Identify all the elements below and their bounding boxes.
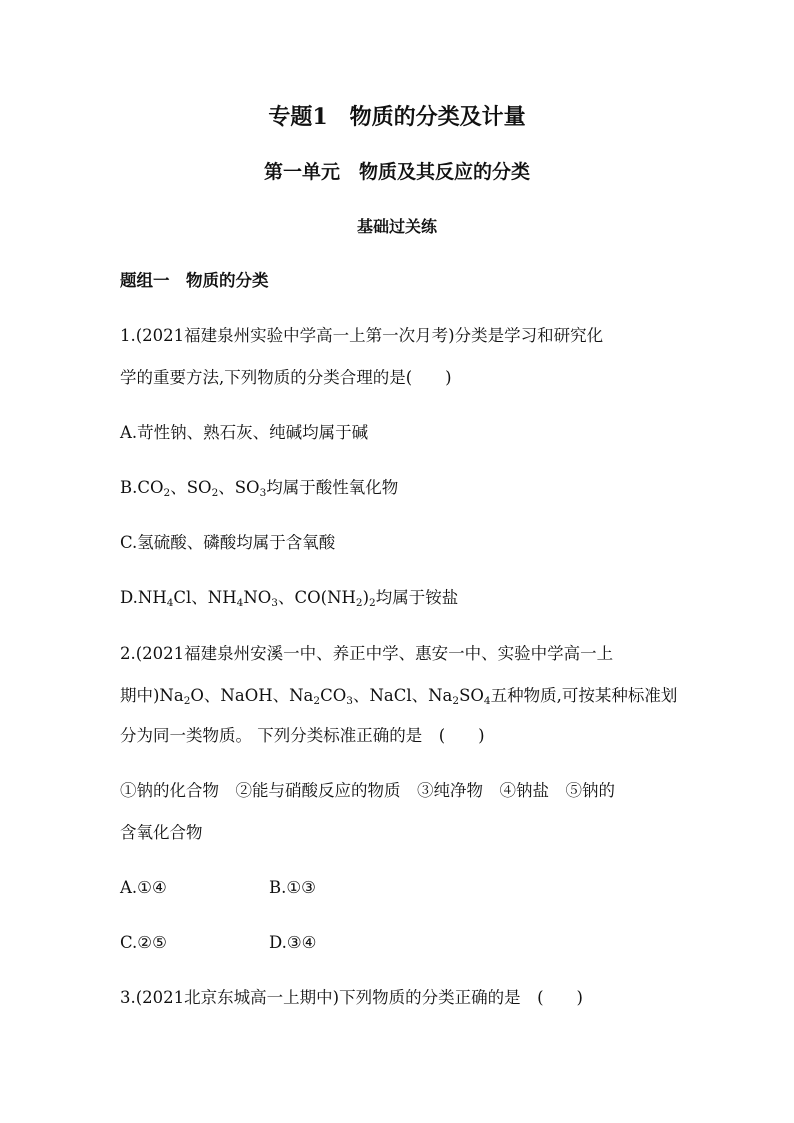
q3-stem-line1: 3.(2021北京东城高一上期中)下列物质的分类正确的是 ( ) xyxy=(120,988,583,1007)
section-title: 基础过关练 xyxy=(356,217,437,236)
q2-stem-line1: 2.(2021福建泉州安溪一中、养正中学、惠安一中、实验中学高一上 xyxy=(120,644,614,663)
group-title: 题组一 物质的分类 xyxy=(120,271,269,290)
q2-criteria-line2: 含氧化合物 xyxy=(120,823,203,842)
q2-option-a: A.①④ xyxy=(120,878,167,897)
q1-option-d: $D.NH_4Cl$、$NH_4NO_3$、$CO(NH_2)_2$均属于铵盐 xyxy=(120,588,459,609)
q1-option-c: C.氢硫酸、磷酸均属于含氧酸 xyxy=(120,533,336,552)
unit-title: 第一单元 物质及其反应的分类 xyxy=(263,161,530,183)
q2-criteria-line1: ①钠的化合物 ②能与硝酸反应的物质 ③纯净物 ④钠盐 ⑤钠的 xyxy=(120,781,615,800)
q2-option-c: C.②⑤ xyxy=(120,933,167,952)
q2-option-b: B.①③ xyxy=(269,878,316,897)
q2-stem-line2: 期中)$Na_2O$、NaOH、$Na_2CO_3$、NaCl、$Na_2SO_4$五种物质,可按某种标准划 xyxy=(120,686,678,707)
q1-option-b: $B.CO_2$、$SO_2$、$SO_3$均属于酸性氧化物 xyxy=(120,478,399,499)
q2-option-d: D.③④ xyxy=(269,933,317,952)
q2-stem-line3: 分为同一类物质。 下列分类标准正确的是 ( ) xyxy=(120,726,485,745)
q1-stem-line1: 1.(2021福建泉州实验中学高一上第一次月考)分类是学习和研究化 xyxy=(120,326,604,345)
q1-option-a: A.苛性钠、熟石灰、纯碱均属于碱 xyxy=(120,423,369,442)
q1-stem-line2: 学的重要方法,下列物质的分类合理的是( ) xyxy=(120,368,452,387)
page-title: 专题1 物质的分类及计量 xyxy=(268,104,526,130)
